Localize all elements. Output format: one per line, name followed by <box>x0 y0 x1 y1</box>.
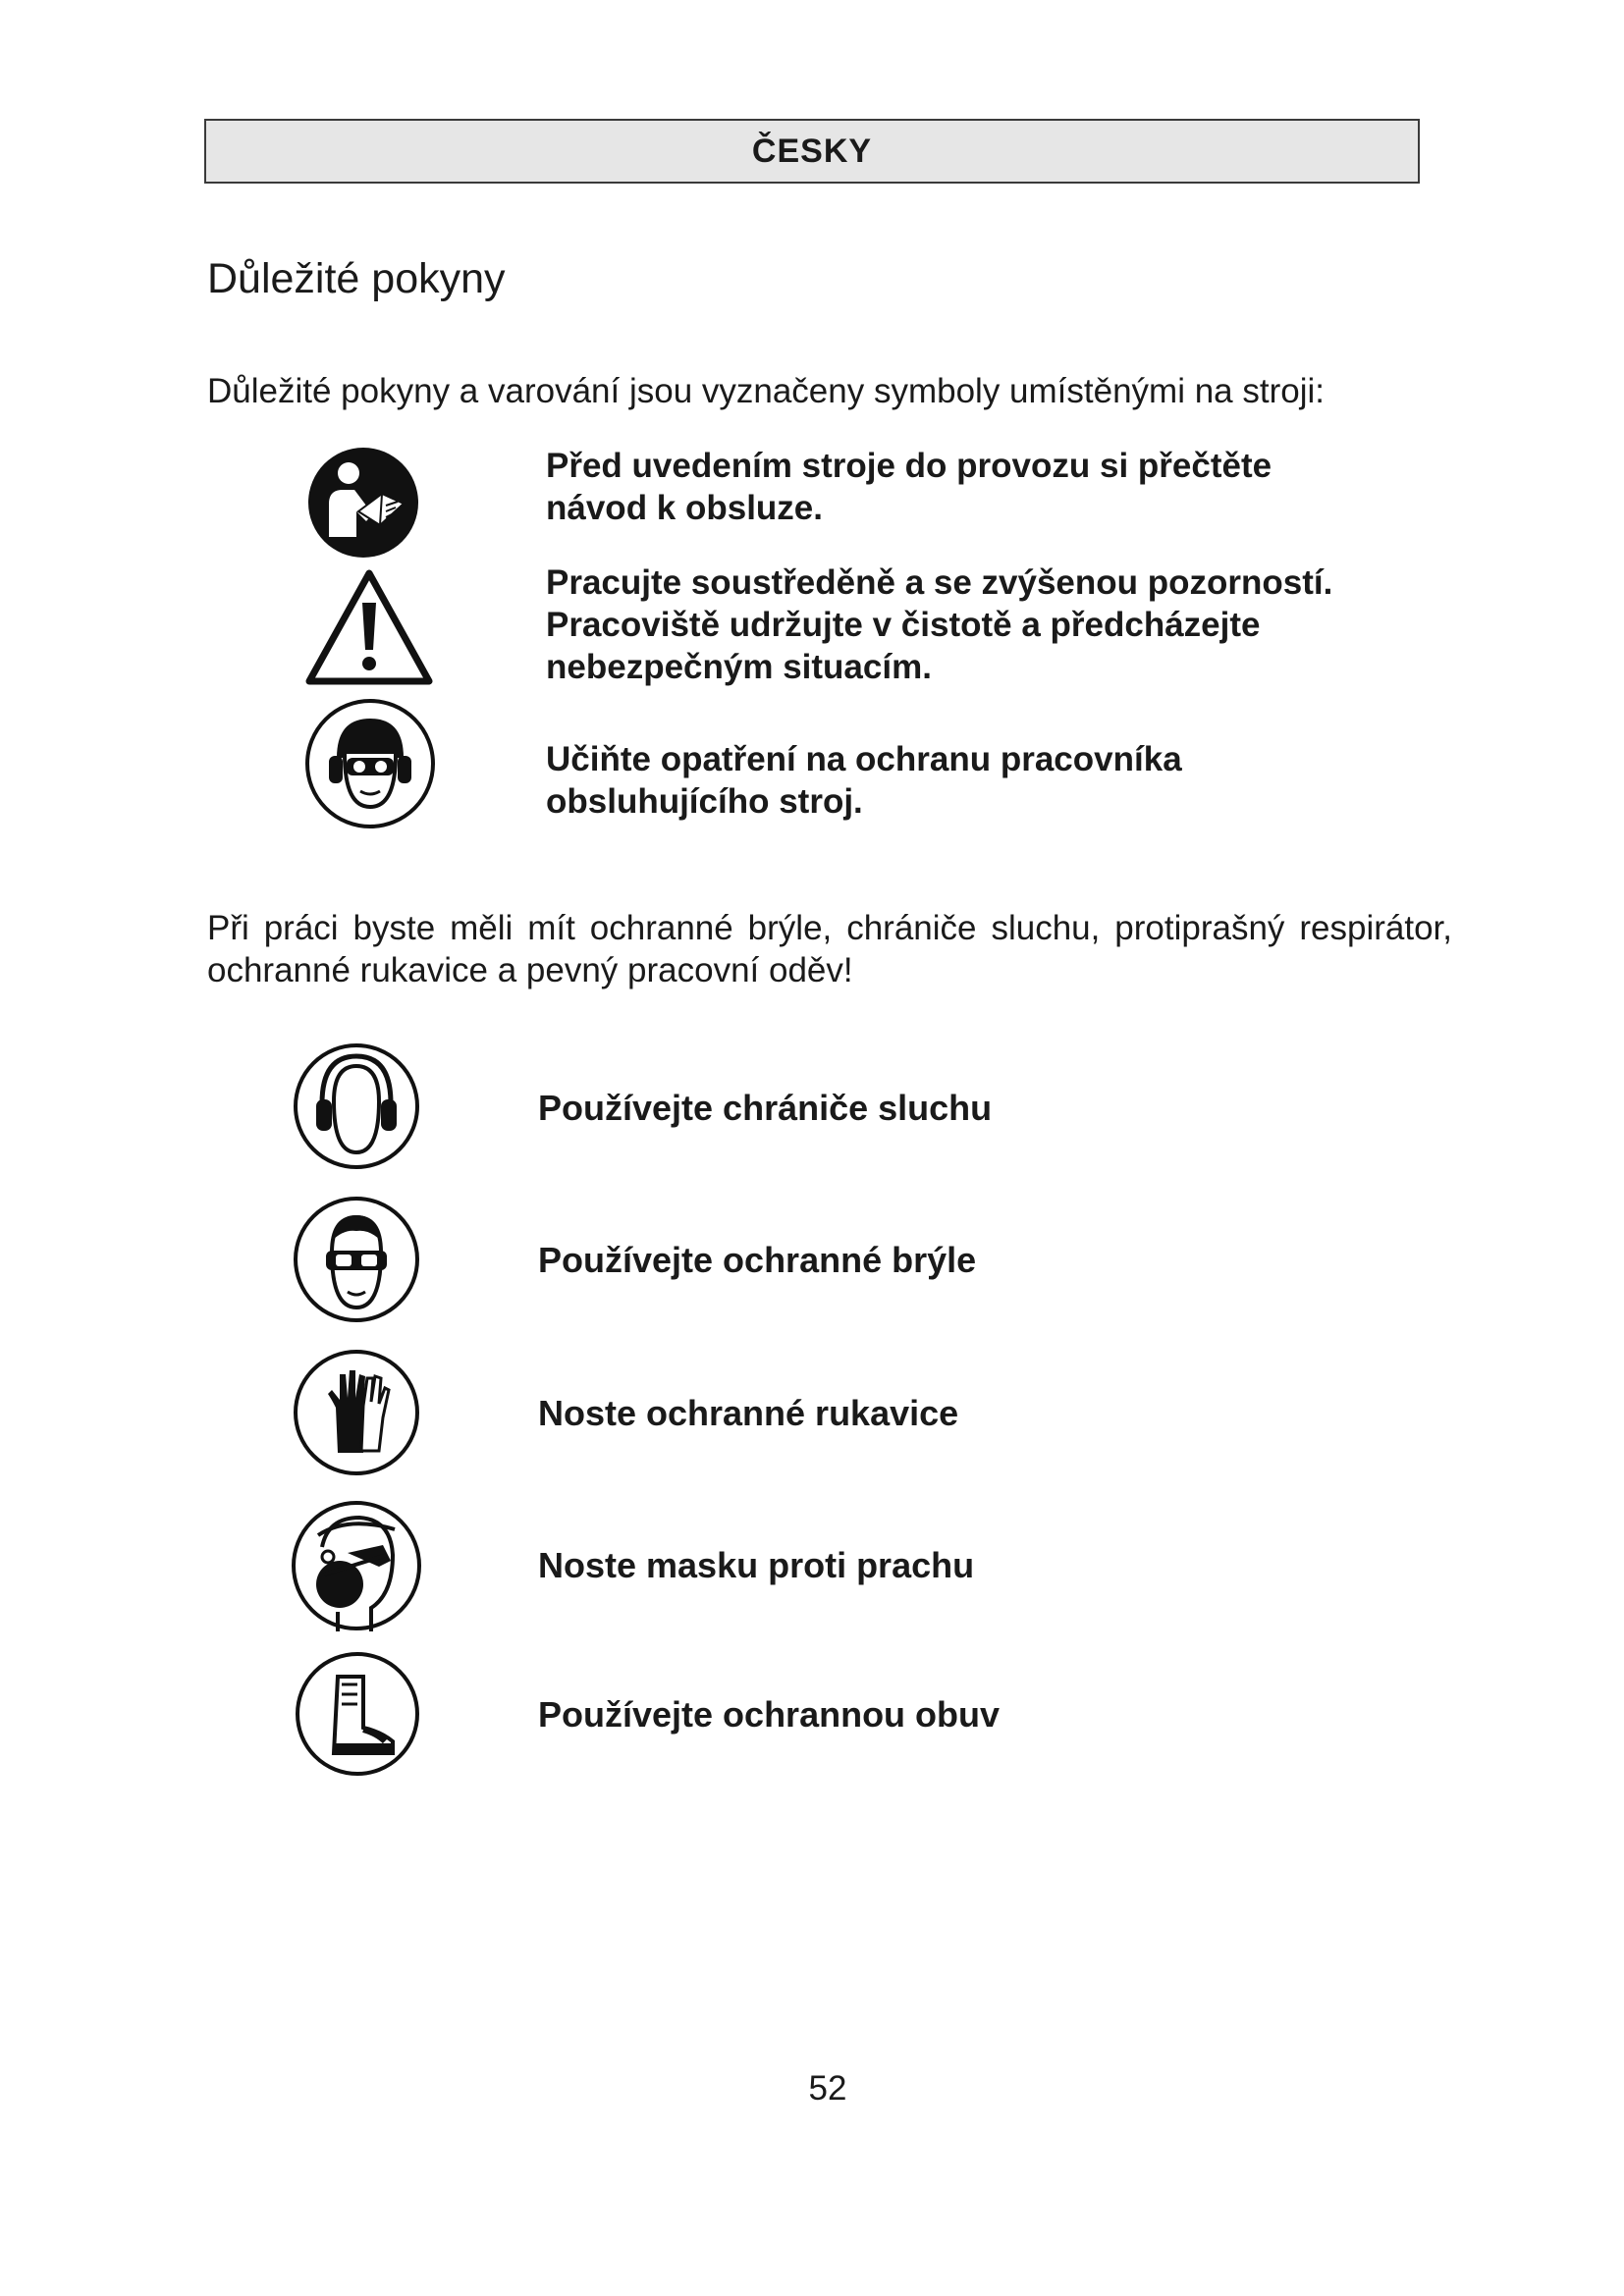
warning-triangle-icon <box>305 569 433 685</box>
ppe-label-safety-goggles: Používejte ochranné brýle <box>538 1240 977 1280</box>
ppe-label-gloves: Noste ochranné rukavice <box>538 1393 959 1433</box>
warning-line: nebezpečným situacím. <box>546 648 932 686</box>
operator-protection-icon <box>303 697 437 830</box>
warning-line: obsluhujícího stroj. <box>546 782 863 821</box>
ppe-label-safety-boots: Používejte ochrannou obuv <box>538 1694 1001 1735</box>
section-title: Důležité pokyny <box>207 255 506 302</box>
warning-line: Pracoviště udržujte v čistotě a předcházejte <box>546 606 1261 644</box>
warning-text-read-manual <box>546 445 1430 529</box>
warning-line: Učiňte opatření na ochranu pracovníka <box>546 740 1182 778</box>
safety-goggles-icon <box>293 1196 420 1323</box>
ppe-paragraph: Při práci byste měli mít ochranné brýle, chrániče sluchu, protiprašný respirátor, ochranné rukavice a pevný pracovní oděv! <box>207 909 1452 989</box>
dust-mask-icon <box>289 1496 424 1635</box>
read-manual-icon <box>307 447 419 559</box>
warning-line: Pracujte soustředěně a se zvýšenou pozorností. <box>546 563 1333 602</box>
ppe-label-ear-protection: Používejte chrániče sluchu <box>538 1088 993 1128</box>
language-header: ČESKY <box>204 119 1420 184</box>
section-intro: Důležité pokyny a varování jsou vyznačeny symboly umístěnými na stroji: <box>207 372 1325 410</box>
warning-text-operator-protection <box>546 738 1430 823</box>
gloves-icon <box>293 1349 420 1476</box>
ppe-label-dust-mask: Noste masku proti prachu <box>538 1545 975 1585</box>
page-number: 52 <box>808 2069 847 2108</box>
safety-boots-icon <box>295 1651 420 1777</box>
warning-line: návod k obsluze. <box>546 489 823 527</box>
warning-text-attention <box>546 561 1430 688</box>
warning-line: Před uvedením stroje do provozu si přečtěte <box>546 447 1272 485</box>
ear-protection-icon <box>293 1042 420 1170</box>
